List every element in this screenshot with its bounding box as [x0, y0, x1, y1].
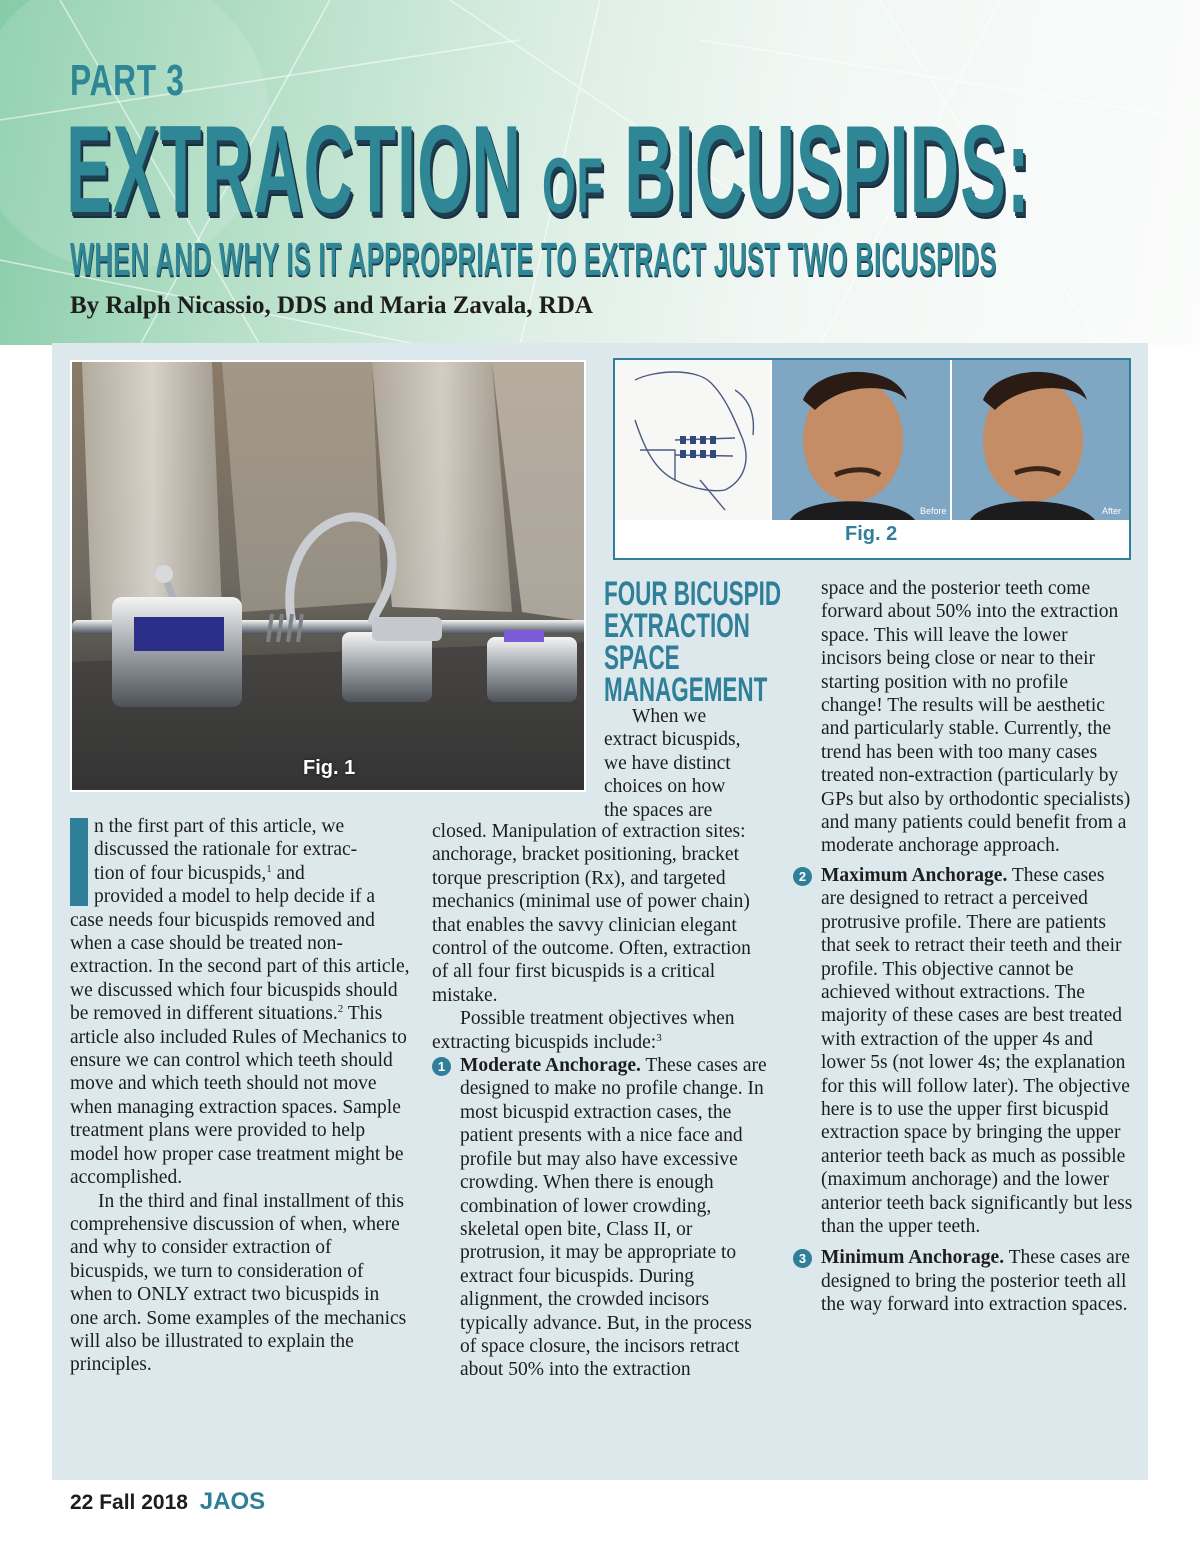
- section-heading-line-1: FOUR BICUSPID: [604, 575, 782, 613]
- article-title: [66, 101, 1031, 239]
- after-label: After: [1102, 506, 1122, 516]
- col2-p2-text: Possible treatment objectives when extracting bicuspids include:: [432, 1008, 735, 1053]
- col2-line-5: the spaces are: [604, 799, 713, 821]
- figure-2-images: [615, 360, 1129, 520]
- section-heading-line-4: MANAGEMENT: [604, 671, 768, 709]
- footnote-ref-1: 1: [266, 862, 272, 875]
- column-2-top: [604, 705, 784, 822]
- article-subtitle: WHEN AND WHY IS IT APPROPRIATE TO EXTRACT JUST TWO BICUSPIDS: [70, 233, 997, 285]
- item-1-title: Moderate Anchorage.: [460, 1055, 641, 1077]
- col1-intro-line-2: discussed the rationale for extrac-: [94, 839, 358, 861]
- item-2-text: These cases are designed to retract a perceived protrusive profile. There are patients that seek to retract their teeth and their profile. This objective cannot be achieved without extractions. The majority of these cases are best treated with extraction of the upper 4s and lower 5s (not lower 4s; the explanation for this will follow later). The objective here is to use the upper first bicuspid extraction space by bringing the upper anterior teeth back as much as possible (maximum anchorage) and the lower anterior teeth back significantly but less than the upper teeth.: [821, 864, 1133, 1237]
- list-item-moderate-anchorage: [432, 1054, 772, 1382]
- col2-line-2: extract bicuspids,: [604, 729, 741, 751]
- page-footer: [70, 1488, 265, 1516]
- part-label: PART 3: [70, 56, 185, 105]
- column-2: [432, 820, 772, 1382]
- section-heading: [604, 575, 782, 709]
- col1-intro-line-4: provided a model to help decide if: [94, 886, 362, 908]
- list-item-minimum-anchorage: [793, 1246, 1133, 1316]
- byline: By Ralph Nicassio, DDS and Maria Zavala, RDA: [70, 292, 593, 319]
- before-label: Before: [920, 506, 947, 516]
- col1-intro-line-1: n the first part of this article, we: [94, 816, 345, 837]
- item-3-title: Minimum Anchorage.: [821, 1247, 1005, 1269]
- section-heading-line-3: SPACE: [604, 639, 680, 677]
- page-number: 22: [70, 1491, 94, 1514]
- number-badge-1: 1: [432, 1057, 451, 1076]
- col1-intro-and: and: [271, 862, 305, 884]
- number-badge-3: 3: [793, 1249, 812, 1268]
- footnote-ref-3: 3: [656, 1031, 662, 1044]
- column-1: [70, 815, 410, 1377]
- journal-name: JAOS: [199, 1488, 266, 1515]
- column-3: [798, 577, 1133, 1317]
- col2-line-4: choices on how: [604, 776, 726, 798]
- footnote-ref-2: 2: [337, 1003, 344, 1016]
- col2-line-1: When we: [632, 706, 707, 727]
- number-badge-2: 2: [793, 867, 812, 886]
- item-1-text: These cases are designed to make no profile change. In most bicuspid extraction cases, the patient presents with a nice face and profile but may also have excessive crowding. When there is enough combination of lower crowding, skeletal open bite, Class II, or protrusion, it may be appropriate to extract four bicuspids. During alignment, the crowded incisors typically advance. But, in the process of space closure, the incisors retract about 50% into the extraction: [460, 1055, 767, 1381]
- item-2-title: Maximum Anchorage.: [821, 864, 1008, 886]
- item-3-text: These cases are designed to bring the posterior teeth all the way forward into extraction spaces.: [821, 1247, 1130, 1316]
- figure-1-braces-photo: [70, 360, 586, 792]
- title-word-bicuspids: BICUSPIDS:: [624, 101, 1031, 239]
- figure-2-caption: Fig. 2: [845, 523, 898, 545]
- title-word-extraction: EXTRACTION: [66, 101, 522, 239]
- col1-p1-rest: a case needs four bicuspids removed and when a case should be treated non-extraction. In the second part of this article, we discussed which four bicuspids should be removed in different situations.: [70, 886, 410, 1025]
- col2-paragraph-1-cont: closed. Manipulation of extraction sites: anchorage, bracket positioning, bracket torque prescription (Rx), and targeted mechanics (minimal use of power chain) that enables the savvy clinician elegant control of the outcome. Often, extraction of all four first bicuspids is a critical mistake.: [432, 821, 751, 1006]
- issue-label: Fall 2018: [99, 1491, 188, 1514]
- list-item-maximum-anchorage: [793, 864, 1133, 1239]
- col1-intro-line-3: tion of four bicuspids,: [94, 862, 267, 884]
- col2-paragraph-2: [432, 1007, 772, 1054]
- figure-1-caption: Fig. 1: [303, 757, 356, 779]
- title-word-of: OF: [542, 141, 605, 229]
- col1-p1-end: This article also included Rules of Mechanics to ensure we can control which teeth should move and which teeth should not move when managing extraction spaces. Sample treatment plans were provided to help model how proper case treatment might be accomplished.: [70, 1003, 407, 1189]
- drop-cap: [70, 818, 88, 906]
- col1-paragraph-2: In the third and final installment of this comprehensive discussion of when, where and why to consider extraction of bicuspids, we turn to consideration of when to ONLY extract two bicuspids in one arch. Some examples of the mechanics will also be illustrated to explain the principles.: [70, 1190, 407, 1376]
- col1-paragraph-1: [70, 815, 410, 1190]
- section-heading-line-2: EXTRACTION: [604, 607, 750, 645]
- col3-paragraph-1-cont: space and the posterior teeth come forward about 50% into the extraction space. This will leave the lower incisors being close or near to their starting position with no profile change! The results will be aesthetic and particularly stable. Currently, the trend has been with too many cases treated non-extraction (particularly by GPs but also by orthodontic specialists) and many patients could benefit from a moderate anchorage approach.: [821, 578, 1131, 857]
- col2-line-3: we have distinct: [604, 752, 731, 774]
- braces-illustration: [72, 362, 586, 792]
